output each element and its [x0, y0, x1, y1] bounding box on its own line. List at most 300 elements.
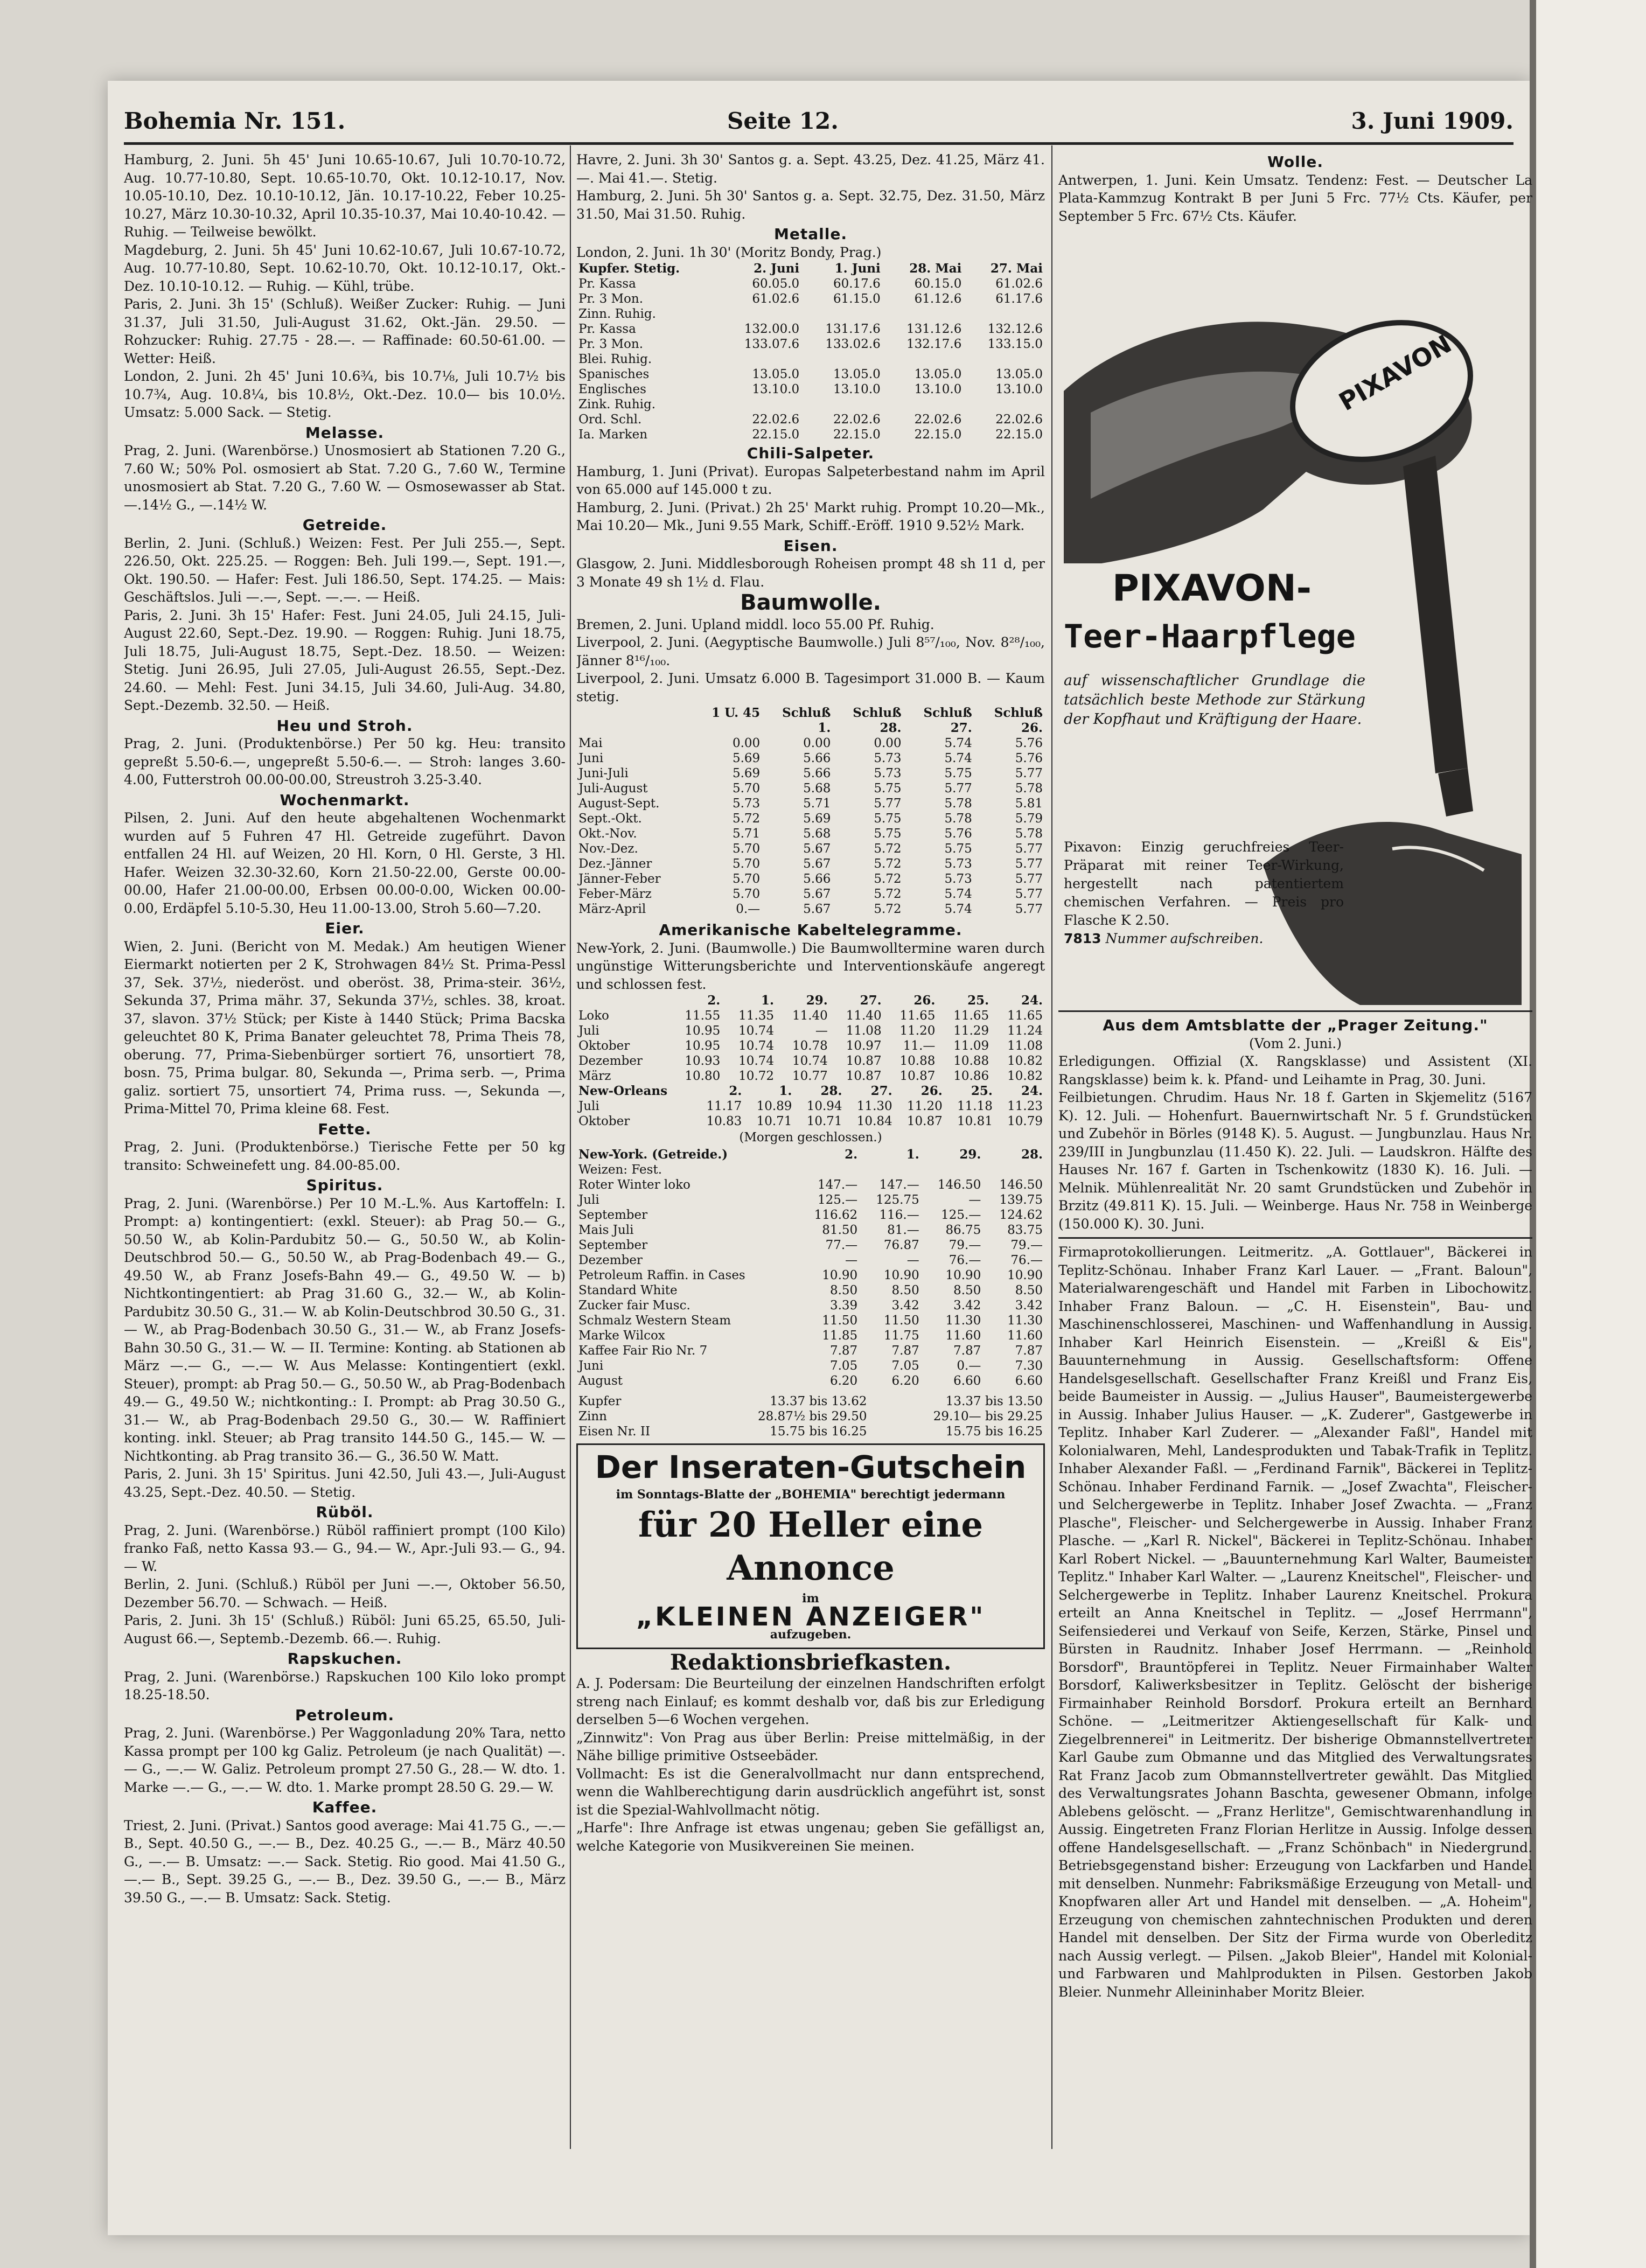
heading-wolle: Wolle.: [1267, 153, 1323, 171]
metals-cell: 61.17.6: [995, 292, 1043, 306]
ny-cotton-cell: 11.40: [792, 1009, 828, 1023]
new-orleans-cell: Oktober: [578, 1114, 630, 1128]
letter-zinnwitz: „Zinnwitz": Von Prag aus über Berlin: Preise mittelmäßig, in der Nähe billige primitive Ostseebäder.: [576, 1729, 1045, 1763]
cotton-cell: 5.68: [803, 781, 831, 795]
cotton-row: [576, 781, 1045, 796]
metals-cell: 60.05.0: [752, 277, 800, 291]
ny-cotton-cell: 11.20: [899, 1024, 936, 1038]
cotton-cell: Schluß: [853, 706, 902, 720]
ny-grain-cell: September: [578, 1208, 648, 1222]
pixavon-title: PIXAVON-: [1112, 567, 1312, 610]
ny-grain-cell: 79.—: [948, 1238, 981, 1252]
cotton-cell: 0.00: [874, 736, 902, 750]
ny-grain-cell: —: [845, 1253, 858, 1267]
metals-cell: 132.17.6: [906, 337, 962, 351]
ny-grain-cell: Dezember: [578, 1253, 643, 1267]
ny-cotton-cell: Oktober: [578, 1039, 630, 1053]
metal-range-row: [576, 1394, 1045, 1409]
ny-cotton-cell: 10.86: [953, 1069, 989, 1083]
separator: [1058, 1010, 1532, 1012]
heading-amtsblatt: Aus dem Amtsblatte der „Prager Zeitung.": [1103, 1016, 1488, 1034]
new-orleans-row: [576, 1099, 1045, 1114]
cotton-cell: [576, 706, 692, 721]
cotton-cell: Jänner-Feber: [578, 872, 661, 886]
report-paris-spirits: Paris, 2. Juni. 3h 15' Spiritus. Juni 42.50, Juli 43.—, Juli-August 43.25, Sept.-Dez. 40.50. — Stetig.: [124, 1466, 566, 1500]
ny-cotton-cell: 10.74: [792, 1054, 828, 1068]
cotton-cell: 1 U. 45: [712, 706, 761, 720]
report-prag-rapecake: Prag, 2. Juni. (Warenbörse.) Rapskuchen 100 Kilo loko prompt 18.25-18.50.: [124, 1669, 566, 1702]
ny-cotton-cell: 10.74: [738, 1054, 775, 1068]
heading-fette: Fette.: [318, 1120, 372, 1138]
cotton-cell: 5.77: [1015, 872, 1043, 886]
report-hamburg-saltpeter: Hamburg, 1. Juni (Privat). Europas Salpeterbestand nahm im April von 65.000 auf 145.000 t zu.: [576, 463, 1045, 497]
cotton-cell: 5.71: [803, 797, 831, 811]
new-orleans-row: [576, 1114, 1045, 1129]
cotton-cell: 5.66: [803, 872, 831, 886]
ny-cotton-cell: 11.29: [953, 1024, 989, 1038]
metals-cell: 131.17.6: [825, 322, 881, 336]
cotton-cell: 5.68: [803, 827, 831, 841]
cotton-subheader: [576, 721, 1045, 736]
advert-line: im Sonntags-Blatte der „BOHEMIA" berechtigt jedermann: [616, 1487, 1006, 1502]
cotton-cell: Juni-Juli: [578, 766, 629, 780]
cotton-cell: 5.71: [732, 827, 761, 841]
metal-range-cell: 13.37 bis 13.50: [945, 1394, 1043, 1408]
metals-cell: [883, 306, 964, 322]
ny-grain-cell: —: [968, 1192, 981, 1207]
metal-range-row: [576, 1424, 1045, 1439]
report-pilsen-market: Pilsen, 2. Juni. Auf den heute abgehaltenen Wochenmarkt wurden auf 5 Fuhren 47 Hl. Getreide zugeführt. Davon entfallen 24 Hl. auf Weizen, 20 Hl. Korn, 0 Hl. Gerste, 3 Hl. Hafer. Weizen 32.30-32.60, Korn 21.50-22.00, Gerste 00.00-00.00, Hafer 21.00-00.00, Erbsen 00.00-0.00, Wicken 00.00-0.00, Erdäpfel 5.10-5.30, Heu 11.00-13.00, Stroh 5.60—7.20.: [124, 810, 566, 916]
new-orleans-cell: 10.81: [957, 1114, 993, 1128]
notice-erledigungen: Erledigungen. Offizial (X. Rangsklasse) und Assistent (XI. Rangsklasse) beim k. k. Pfand- und Leihamte in Prag, 30. Juni.: [1058, 1053, 1532, 1087]
cotton-cell: Dez.-Jänner: [578, 857, 652, 871]
cotton-header: [576, 706, 1045, 721]
metal-range-cell: Zinn: [578, 1409, 607, 1423]
notice-firmaprotokollierungen: Firmaprotokollierungen. Leitmeritz. „A. Gottlauer", Bäckerei in Teplitz-Schönau. Inhaber Franz Karl Lauer. — „Frant. Baloun", Materialwarengeschäft und Handel mit Farben in Libochowitz. Inhaber Franz Baloun. — „C. H. Eisenstein", Bau- und Maschinenschlosserei, Maschinen- und Waffenhandlung in Aussig. Inhaber Karl Heinrich Eisenstein. — „Kreißl & Eis", Bauunternehmung in Aussig. Gesellschaftsform: Offene Handelsgesellschaft. Gesellschafter Franz Kreißl und Franz Eis, beide Baumeister in Aussig. — „Julius Hauser", Baumeistergewerbe in Aussig. Inhaber Julius Hauser. — „K. Zuderer", Gastgewerbe in Teplitz. Inhaber Karl Zuderer. — „Alexander Faßl", Handel mit Kolonialwaren, Mehl, Landesprodukten und Tabak-Trafik in Teplitz. Inhaber Alexander Faßl. — „Ferdinand Farnik", Bäckerei in Teplitz-Schönau. Inhaber Ferdinand Farnik. — „Josef Zwachta", Fleischer- und Selchergewerbe in Teplitz. Inhaber Josef Zwachta. — „Franz Plasche", Fleischer- und Selchergewerbe in Aussig. Inhaber Franz Plasche. — „Karl R. Nickel", Bäckerei in Teplitz-Schönau. Inhaber Karl Robert Nickel. — „Bauunternehmung Karl Walter, Baumeister Teplitz." Inhaber Karl Walter. — „Laurenz Kneitschel", Fleischer- und Selchergewerbe in Teplitz. Inhaber Laurenz Kneitschel. Prokura erteilt an Anna Kneitschel in Teplitz. — „Josef Herrmann", Seifensiederei und Verkauf von Seife, Kerzen, Stärke, Pinsel und Bürsten in Raudnitz. Inhaber Josef Herrmann. — „Reinhold Borsdorf", Brauntöpferei in Teplitz. Neuer Firmainhaber Walter Borsdorf, Kaliwerksbesitzer in Teplitz. Gelöscht der bisherige Firmainhaber Reinhold Borsdorf. Prokura erteilt an Bernhard Schöne. — „Leitmeritzer Aktiengesellschaft für Kalk- und Ziegelbrennerei" in Leitmeritz. Der bisherige Obmannstellvertreter Karl Gaube zum Obmanne und das Mitglied des Verwaltungsrates Rat Franz Jacob zum Obmannstellvertreter gewählt. Das Mitglied des Verwaltungsrates Johann Baschta, gewesener Obmann, infolge Ablebens gelöscht. — „Franz Herlitze", Gemischtwarenhandlung in Aussig. Eingetreten Franz Florian Herlitze in Aussig. Infolge dessen offene Handelsgesellschaft. — „Franz Schönbach" in Niedergrund. Betriebsgegenstand bisher: Erzeugung von Lackfarben und Handel mit denselben. Nunmehr: Fabriksmäßige Erzeugung von Metall- und Knopfwaren aller Art und Handel mit denselben. — „A. Hoheim", Erzeugung von chemischen zahntechnischen Produkten und deren Handel mit denselben. Der Sitz der Firma wurde von Oberleditz nach Aussig verlegt. — Pilsen. „Jakob Bleier", Handel mit Kolonial- und Farbwaren und Mahlprodukten in Pilsen. Gestorben Jakob Bleier. Nunmehr Alleininhaber Moritz Bleier.: [1058, 1244, 1532, 2000]
metals-cell: 13.05.0: [995, 367, 1043, 381]
heading-kaffee: Kaffee.: [312, 1798, 378, 1816]
metals-cell: Spanisches: [578, 367, 650, 381]
report-berlin-grain: Berlin, 2. Juni. (Schluß.) Weizen: Fest. Per Juli 255.—, Sept. 226.50, Okt. 225.25. — Roggen: Beh. Juli 199.—, Sept. 191.—, Okt. 190.50. — Hafer: Fest. Juli 186.50, Sept. 174.25. — Mais: Geschäftslos. Juli —.—, Sept. —.—. — Heiß.: [124, 535, 566, 605]
heading-heu: Heu und Stroh.: [276, 716, 413, 735]
new-orleans-cell: 10.94: [806, 1099, 842, 1113]
new-orleans-cell: 28.: [820, 1084, 842, 1098]
ny-cotton-row: [576, 1069, 1045, 1084]
cotton-cell: 5.72: [874, 887, 902, 901]
report-paris-sugar: Paris, 2. Juni. 3h 15' (Schluß). Weißer Zucker: Ruhig. — Juni 31.37, Juli 31.50, Juli-August 31.62, Okt.-Jän. 29.50. — Rohzucker: Ruhig. 27.75 - 28.—. — Raffinade: 60.50-61.00. — Wetter: Heiß.: [124, 296, 566, 366]
header-right: 3. Juni 1909.: [1351, 108, 1514, 134]
ny-grain-cell: Zucker fair Musc.: [578, 1298, 691, 1313]
new-orleans-cell: 10.83: [706, 1114, 742, 1128]
ny-grain-cell: 11.85: [822, 1328, 858, 1343]
ny-grain-row: [576, 1373, 1045, 1388]
ny-grain-row: [576, 1343, 1045, 1358]
cotton-row: [576, 902, 1045, 917]
ny-grain-cell: [860, 1162, 922, 1177]
cotton-cell: 5.72: [874, 857, 902, 871]
cotton-cell: 5.78: [944, 797, 972, 811]
metals-cell: 13.10.0: [833, 382, 881, 396]
cotton-cell: [576, 721, 692, 736]
report-liverpool-cotton: Liverpool, 2. Juni. Umsatz 6.000 B. Tagesimport 31.000 B. — Kaum stetig.: [576, 671, 1045, 704]
ny-cotton-cell: 10.78: [792, 1039, 828, 1053]
ny-grain-cell: 11.50: [883, 1313, 919, 1328]
ny-grain-cell: 28.: [1021, 1147, 1043, 1162]
report-prag-hay: Prag, 2. Juni. (Produktenbörse.) Per 50 kg. Heu: transito gepreßt 5.50-6.—, ungepreßt 5.50-6.—. — Stroh: langes 3.60-4.00, Futterstroh 00.00-00.00, Streustroh 3.25-3.40.: [124, 736, 566, 787]
metals-cell: 61.15.0: [833, 292, 881, 306]
cotton-cell: 5.77: [1015, 857, 1043, 871]
ny-grain-cell: 11.60: [1007, 1328, 1043, 1343]
new-orleans-cell: 26.: [920, 1084, 943, 1098]
heading-rapskuchen: Rapskuchen.: [287, 1650, 402, 1667]
ny-grain-cell: 6.60: [953, 1373, 981, 1388]
ny-cotton-cell: 2.: [707, 993, 721, 1008]
ny-grain-cell: 81.—: [887, 1223, 919, 1237]
metals-cell: Blei. Ruhig.: [578, 352, 652, 366]
metals-cell: Pr. Kassa: [578, 322, 636, 336]
ny-grain-cell: 81.50: [822, 1223, 858, 1237]
metals-cell: 22.02.6: [995, 413, 1043, 427]
report-prag-rapeoil: Prag, 2. Juni. (Warenbörse.) Rüböl raffiniert prompt (100 Kilo) franko Faß, netto Kassa 93.— G., 94.— W., Apr.-Juli 93.— G., 94.— W.: [124, 1522, 566, 1574]
metals-cell: [801, 397, 883, 412]
ny-cotton-cell: 11.24: [1007, 1024, 1043, 1038]
report-hamburg-saltpeter-market: Hamburg, 2. Juni. (Privat.) 2h 25' Markt ruhig. Prompt 10.20—Mk., Mai 10.20— Mk., Juni 9.55 Mark, Schiff.-Eröff. 1910 9.52½ Mark.: [576, 499, 1045, 533]
new-orleans-cell: Juli: [578, 1099, 599, 1113]
column-rule-2: [1051, 145, 1052, 2149]
metal-range-cell: 13.37 bis 13.62: [770, 1394, 867, 1408]
ny-grain-cell: 8.50: [829, 1283, 858, 1297]
ny-grain-cell: 7.87: [1015, 1343, 1043, 1358]
ny-grain-cell: 3.42: [891, 1298, 919, 1313]
ny-cotton-row: [576, 1008, 1045, 1023]
metals-cell: 13.10.0: [995, 382, 1043, 396]
cotton-row: [576, 887, 1045, 902]
ny-grain-cell: Schmalz Western Steam: [578, 1313, 731, 1328]
header-center: Seite 12.: [727, 108, 839, 134]
ny-cotton-cell: 10.88: [953, 1054, 989, 1068]
heading-eier: Eier.: [325, 919, 365, 937]
cotton-cell: Nov.-Dez.: [578, 842, 638, 856]
metal-range-cell: Kupfer: [578, 1394, 622, 1408]
metals-row: [576, 352, 1045, 367]
metals-cell: 13.05.0: [752, 367, 800, 381]
ny-cotton-cell: 10.93: [685, 1054, 721, 1068]
metals-cell: 22.15.0: [995, 428, 1043, 442]
cotton-cell: 5.76: [944, 827, 972, 841]
ny-grain-cell: 6.20: [829, 1373, 858, 1388]
cotton-cell: 5.76: [1015, 736, 1043, 750]
header-rule: [124, 142, 1514, 145]
metals-cell: 133.02.6: [825, 337, 881, 351]
new-orleans-cell: 11.30: [856, 1099, 892, 1113]
ny-grain-row: [576, 1177, 1045, 1192]
report-prag-melasse: Prag, 2. Juni. (Warenbörse.) Unosmosiert ab Stationen 7.20 G., 7.60 W.; 50% Pol. osmosiert ab Stat. 7.20 G., 7.60 W., Termine unosmosiert ab Stat. 7.20 G., 7.60 W. — Osmosewasser ab Stat. —.14½ G., —.14½ W.: [124, 443, 566, 513]
ny-cotton-cell: 10.72: [738, 1069, 775, 1083]
cotton-cell: 5.70: [732, 857, 761, 871]
ny-cotton-cell: 10.88: [899, 1054, 936, 1068]
report-newyork-cotton: New-York, 2. Juni. (Baumwolle.) Die Baumwolltermine waren durch ungünstige Witterungsberichte und Interventionskäufe angeregt und schlossen fest.: [576, 940, 1045, 992]
metals-cell: 132.12.6: [987, 322, 1043, 336]
cotton-cell: 5.72: [874, 902, 902, 916]
cotton-cell: 5.73: [874, 751, 902, 765]
ny-grain-cell: 7.87: [953, 1343, 981, 1358]
metals-cell: [964, 306, 1045, 322]
cotton-cell: 5.70: [732, 781, 761, 795]
ny-grain-cell: 3.42: [953, 1298, 981, 1313]
newyork-grain-table: [576, 1147, 1045, 1388]
heading-amtsblatt-date: (Vom 2. Juni.): [1249, 1035, 1342, 1051]
new-orleans-cell: 25.: [971, 1084, 993, 1098]
cotton-cell: 5.69: [732, 751, 761, 765]
cotton-cell: 5.77: [1015, 887, 1043, 901]
metals-cell: 133.07.6: [744, 337, 800, 351]
ny-grain-cell: September: [578, 1238, 648, 1252]
metals-cell: 61.12.6: [914, 292, 962, 306]
metals-cell: 22.02.6: [752, 413, 800, 427]
ny-cotton-cell: 10.80: [685, 1069, 721, 1083]
metals-cell: Pr. Kassa: [578, 277, 636, 291]
cotton-row: [576, 811, 1045, 826]
ny-grain-cell: 116.—: [879, 1208, 919, 1222]
cotton-cell: 5.77: [944, 781, 972, 795]
ny-grain-cell: 139.75: [999, 1192, 1043, 1207]
ny-cotton-cell: 11.35: [738, 1009, 775, 1023]
metals-cell: Ord. Schl.: [578, 413, 642, 427]
metal-range-cell: 15.75 bis 16.25: [770, 1424, 867, 1439]
metals-row: [576, 291, 1045, 306]
ny-grain-cell: 86.75: [945, 1223, 981, 1237]
report-triest-coffee: Triest, 2. Juni. (Privat.) Santos good average: Mai 41.75 G., —.— B., Sept. 40.50 G., —.— B., Dez. 40.25 G., —.— B., März 40.50 G., —.— B. Umsatz: —.— Sack. Stetig. Rio good. Mai 41.50 G., —.— B., Sept. 39.25 G., —.— B., Dez. 39.50 G., —.— B., März 39.50 G., —.— B. Umsatz: Sack. Stetig.: [124, 1817, 566, 1906]
ny-grain-row: [576, 1298, 1045, 1313]
ny-grain-cell: 6.60: [1015, 1373, 1043, 1388]
cotton-cell: 0.00: [732, 736, 761, 750]
heading-spiritus: Spiritus.: [306, 1176, 383, 1194]
cotton-cell: Sept.-Okt.: [578, 812, 642, 826]
separator-2: [1058, 1237, 1532, 1239]
metals-cell: 1. Juni: [834, 261, 881, 276]
ny-grain-cell: 7.87: [829, 1343, 858, 1358]
cotton-cell: 5.73: [732, 797, 761, 811]
report-bremen-cotton: Bremen, 2. Juni. Upland middl. loco 55.00 Pf. Ruhig.: [576, 616, 934, 632]
cotton-cell: 26.: [1021, 721, 1043, 735]
ny-grain-cell: 7.05: [891, 1358, 919, 1373]
metals-cell: [721, 352, 802, 367]
new-orleans-cell: 27.: [870, 1084, 892, 1098]
new-orleans-cell: New-Orleans: [578, 1084, 668, 1098]
metals-cell: 60.15.0: [914, 277, 962, 291]
cotton-cell: 5.79: [1015, 812, 1043, 826]
ny-grain-row: [576, 1268, 1045, 1283]
cotton-cell: 5.67: [803, 842, 831, 856]
ny-grain-cell: 76.—: [948, 1253, 981, 1267]
cotton-cell: 5.69: [803, 812, 831, 826]
pixavon-number: 7813: [1064, 931, 1101, 946]
ny-cotton-cell: 10.87: [846, 1069, 882, 1083]
metals-row: [576, 397, 1045, 412]
ny-grain-cell: 7.30: [1015, 1358, 1043, 1373]
metals-cell: Ia. Marken: [578, 428, 648, 442]
ny-grain-cell: 8.50: [1015, 1283, 1043, 1297]
cotton-cell: 5.73: [944, 872, 972, 886]
cotton-cell: 5.69: [732, 766, 761, 780]
new-orleans-cell: 2.: [729, 1084, 742, 1098]
ny-grain-row: [576, 1283, 1045, 1298]
ny-cotton-row: [576, 1023, 1045, 1038]
metals-table: [576, 261, 1045, 442]
ny-cotton-row: [576, 1038, 1045, 1053]
heading-baumwolle: Baumwolle.: [740, 590, 881, 615]
metal-range-cell: 29.10— bis 29.25: [933, 1409, 1043, 1423]
advert-im: im: [802, 1592, 819, 1606]
report-liverpool-egypt-cotton: Liverpool, 2. Juni. (Aegyptische Baumwolle.) Juli 8⁵⁷/₁₀₀, Nov. 8²⁸/₁₀₀, Jänner 8¹⁶/₁₀₀.: [576, 634, 1045, 668]
metals-cell: Englisches: [578, 382, 646, 396]
heading-getreide: Getreide.: [302, 516, 387, 534]
new-orleans-header: [576, 1084, 1045, 1099]
cotton-cell: 5.67: [803, 857, 831, 871]
cotton-cell: Schluß: [923, 706, 972, 720]
ny-grain-cell: Weizen: Fest.: [578, 1162, 662, 1177]
cotton-cell: 5.78: [1015, 781, 1043, 795]
advert-inseraten-gutschein: [576, 1443, 1045, 1649]
cotton-row: [576, 826, 1045, 841]
ny-grain-row: [576, 1223, 1045, 1238]
ny-grain-cell: 29.: [959, 1147, 981, 1162]
pixavon-advert: [1058, 229, 1532, 1005]
ny-cotton-header: [576, 993, 1045, 1008]
metals-cell: 61.02.6: [752, 292, 800, 306]
heading-wochenmarkt: Wochenmarkt.: [280, 791, 410, 809]
metals-row: [576, 337, 1045, 352]
ny-grain-cell: 146.50: [937, 1177, 981, 1192]
cotton-cell: 5.77: [1015, 842, 1043, 856]
report-paris-rapeoil: Paris, 2. Juni. 3h 15' (Schluß.) Rüböl: Juni 65.25, 65.50, Juli-August 66.—, Septemb.-Dezemb. 66.—. Ruhig.: [124, 1613, 566, 1646]
report-antwerpen-wool: Antwerpen, 1. Juni. Kein Umsatz. Tendenz: Fest. — Deutscher La Plata-Kammzug Kontrakt B per Juni 5 Frc. 77½ Cts. Käufer, per September 5 Frc. 67½ Cts. Käufer.: [1058, 172, 1532, 224]
ny-grain-cell: 3.39: [829, 1298, 858, 1313]
metals-cell: 13.10.0: [914, 382, 962, 396]
ny-grain-cell: 125.75: [876, 1192, 919, 1207]
new-orleans-cell: 10.89: [756, 1099, 792, 1113]
ny-cotton-cell: 11.65: [953, 1009, 989, 1023]
metals-row: [576, 412, 1045, 427]
ny-grain-cell: 1.: [906, 1147, 919, 1162]
ny-grain-row: [576, 1192, 1045, 1208]
ny-cotton-cell: 11.40: [846, 1009, 882, 1023]
cotton-cell: Mai: [578, 736, 603, 750]
ny-grain-row: [576, 1358, 1045, 1373]
ny-grain-cell: 7.05: [829, 1358, 858, 1373]
ny-grain-cell: Juni: [578, 1358, 604, 1373]
metals-cell: 13.05.0: [914, 367, 962, 381]
new-orleans-cell: 11.23: [1007, 1099, 1043, 1113]
metals-row: [576, 367, 1045, 382]
report-hamburg-coffee: Hamburg, 2. Juni. 5h 30' Santos g. a. Sept. 32.75, Dez. 31.50, März 31.50, Mai 31.50. Ruhig.: [576, 188, 1045, 222]
ny-cotton-cell: 29.: [806, 993, 828, 1008]
cotton-cell: 5.70: [732, 842, 761, 856]
cotton-cell: 5.75: [874, 812, 902, 826]
new-orleans-table: [576, 1084, 1045, 1129]
cotton-row: [576, 736, 1045, 751]
header-left: Bohemia Nr. 151.: [124, 108, 346, 134]
cotton-cell: 5.74: [944, 736, 972, 750]
ny-grain-cell: Roter Winter loko: [578, 1177, 691, 1192]
metal-range-cell: Eisen Nr. II: [578, 1424, 651, 1439]
ny-grain-cell: 83.75: [1007, 1223, 1043, 1237]
page-header: [124, 108, 1514, 142]
cotton-cell: August-Sept.: [578, 797, 660, 811]
cotton-row: [576, 856, 1045, 871]
cotton-cell: 5.74: [944, 887, 972, 901]
metals-cell: 132.00.0: [744, 322, 800, 336]
new-orleans-cell: 11.17: [706, 1099, 742, 1113]
advert-title: Der Inseraten-Gutschein: [595, 1448, 1027, 1485]
heading-metalle: Metalle.: [774, 225, 847, 243]
ny-grain-cell: 125.—: [817, 1192, 858, 1207]
cotton-row: [576, 796, 1045, 811]
ny-grain-cell: 125.—: [941, 1208, 981, 1222]
metals-header: [576, 261, 1045, 276]
ny-cotton-cell: 26.: [913, 993, 936, 1008]
ny-cotton-cell: 10.77: [792, 1069, 828, 1083]
cotton-cell: 27.: [950, 721, 972, 735]
new-orleans-note: (Morgen geschlossen.): [739, 1130, 882, 1145]
metals-cell: 13.10.0: [752, 382, 800, 396]
ny-cotton-cell: 10.74: [738, 1024, 775, 1038]
heading-eisen: Eisen.: [783, 536, 838, 555]
cotton-cell: Schluß: [782, 706, 831, 720]
heading-redaktion: Redaktionsbriefkasten.: [669, 1649, 952, 1675]
ny-cotton-cell: März: [578, 1069, 611, 1083]
metals-row: [576, 382, 1045, 397]
report-magdeburg-sugar: Magdeburg, 2. Juni. 5h 45' Juni 10.62-10.67, Juli 10.67-10.72, Aug. 10.77-10.80, Sept. 10.62-10.70, Okt. 10.12-10.17, Okt.-Dez. 10.10-10.12. — Ruhig. — Kühl, trübe.: [124, 242, 566, 294]
cotton-row: [576, 841, 1045, 856]
cotton-cell: Juli-August: [578, 781, 648, 795]
metals-row: [576, 276, 1045, 291]
metals-cell: 2. Juni: [754, 261, 800, 276]
cotton-cell: 5.67: [803, 887, 831, 901]
new-orleans-cell: 10.71: [756, 1114, 792, 1128]
ny-grain-cell: Standard White: [578, 1283, 678, 1297]
report-berlin-rapeoil: Berlin, 2. Juni. (Schluß.) Rüböl per Juni —.—, Oktober 56.50, Dezember 56.70. — Schwach. — Heiß.: [124, 1576, 566, 1610]
metals-cell: [721, 397, 802, 412]
cotton-cell: 5.75: [944, 766, 972, 780]
ny-grain-cell: 7.87: [891, 1343, 919, 1358]
cotton-cell: 5.66: [803, 751, 831, 765]
cotton-row: [576, 766, 1045, 781]
ny-cotton-cell: Dezember: [578, 1054, 643, 1068]
cotton-cell: [692, 721, 762, 736]
metals-cell: 22.15.0: [752, 428, 800, 442]
report-prag-petroleum: Prag, 2. Juni. (Warenbörse.) Per Waggonladung 20% Tara, netto Kassa prompt per 100 kg Galiz. Petroleum (je nach Qualität) —.— G., —.— W. Galiz. Petroleum prompt 27.50 G., 28.— W. dto. 1. Marke —.— G., —.— W. dto. 1. Marke prompt 28.50 G. 29.— W.: [124, 1725, 566, 1795]
cotton-cell: 5.74: [944, 902, 972, 916]
ny-grain-cell: 0.—: [957, 1358, 981, 1373]
ny-grain-cell: 76.87: [883, 1238, 919, 1252]
ny-grain-row: [576, 1162, 1045, 1177]
report-wien-eggs: Wien, 2. Juni. (Bericht von M. Medak.) Am heutigen Wiener Eiermarkt notierten per 2 K, Strohwagen 84½ St. Prima-Pessl 37, Sek. 37½, niederöst. und oberöst. 38, Prima-steir. 36½, Sekunda 37, Prima mähr. 37, Sekunda 37½, schles. 38, kroat. 37, slavon. 37½ Stück; per Kiste à 1440 Stück; Prima Bacska geleuchtet 80 K, Prima Banater geleuchtet 78, Prima Theis 78, oberung. 77, Prima-Siebenbürger sortiert 76, unsortiert 78, bosn. 75, Prima bulgar. 80, Sekunda —, Prima serb. —, Prima galiz. sortiert 75, unsortiert 74, Prima russ. —, Sekunda —, Prima-Mittel 70, Prima kleine 68. Fest.: [124, 938, 566, 1116]
ny-cotton-row: [576, 1053, 1045, 1069]
ny-grain-cell: 147.—: [879, 1177, 919, 1192]
advert-aufzugeben: aufzugeben.: [770, 1628, 852, 1642]
cotton-cell: 0.—: [736, 902, 761, 916]
cotton-cell: 5.70: [732, 872, 761, 886]
cotton-cell: 5.72: [874, 872, 902, 886]
pixavon-info-text: Pixavon: Einzig geruchfreies Teer-Präparat mit reiner Teer-Wirkung, hergestellt nach patentiertem chemischen Verfahren. — Preis pro Flasche K 2.50.: [1064, 839, 1344, 928]
ny-cotton-cell: 1.: [761, 993, 775, 1008]
ny-grain-row: [576, 1253, 1045, 1268]
cotton-cell: 5.70: [732, 887, 761, 901]
metals-cell: [964, 397, 1045, 412]
ny-cotton-cell: 10.82: [1007, 1054, 1043, 1068]
ny-grain-cell: 124.62: [999, 1208, 1043, 1222]
